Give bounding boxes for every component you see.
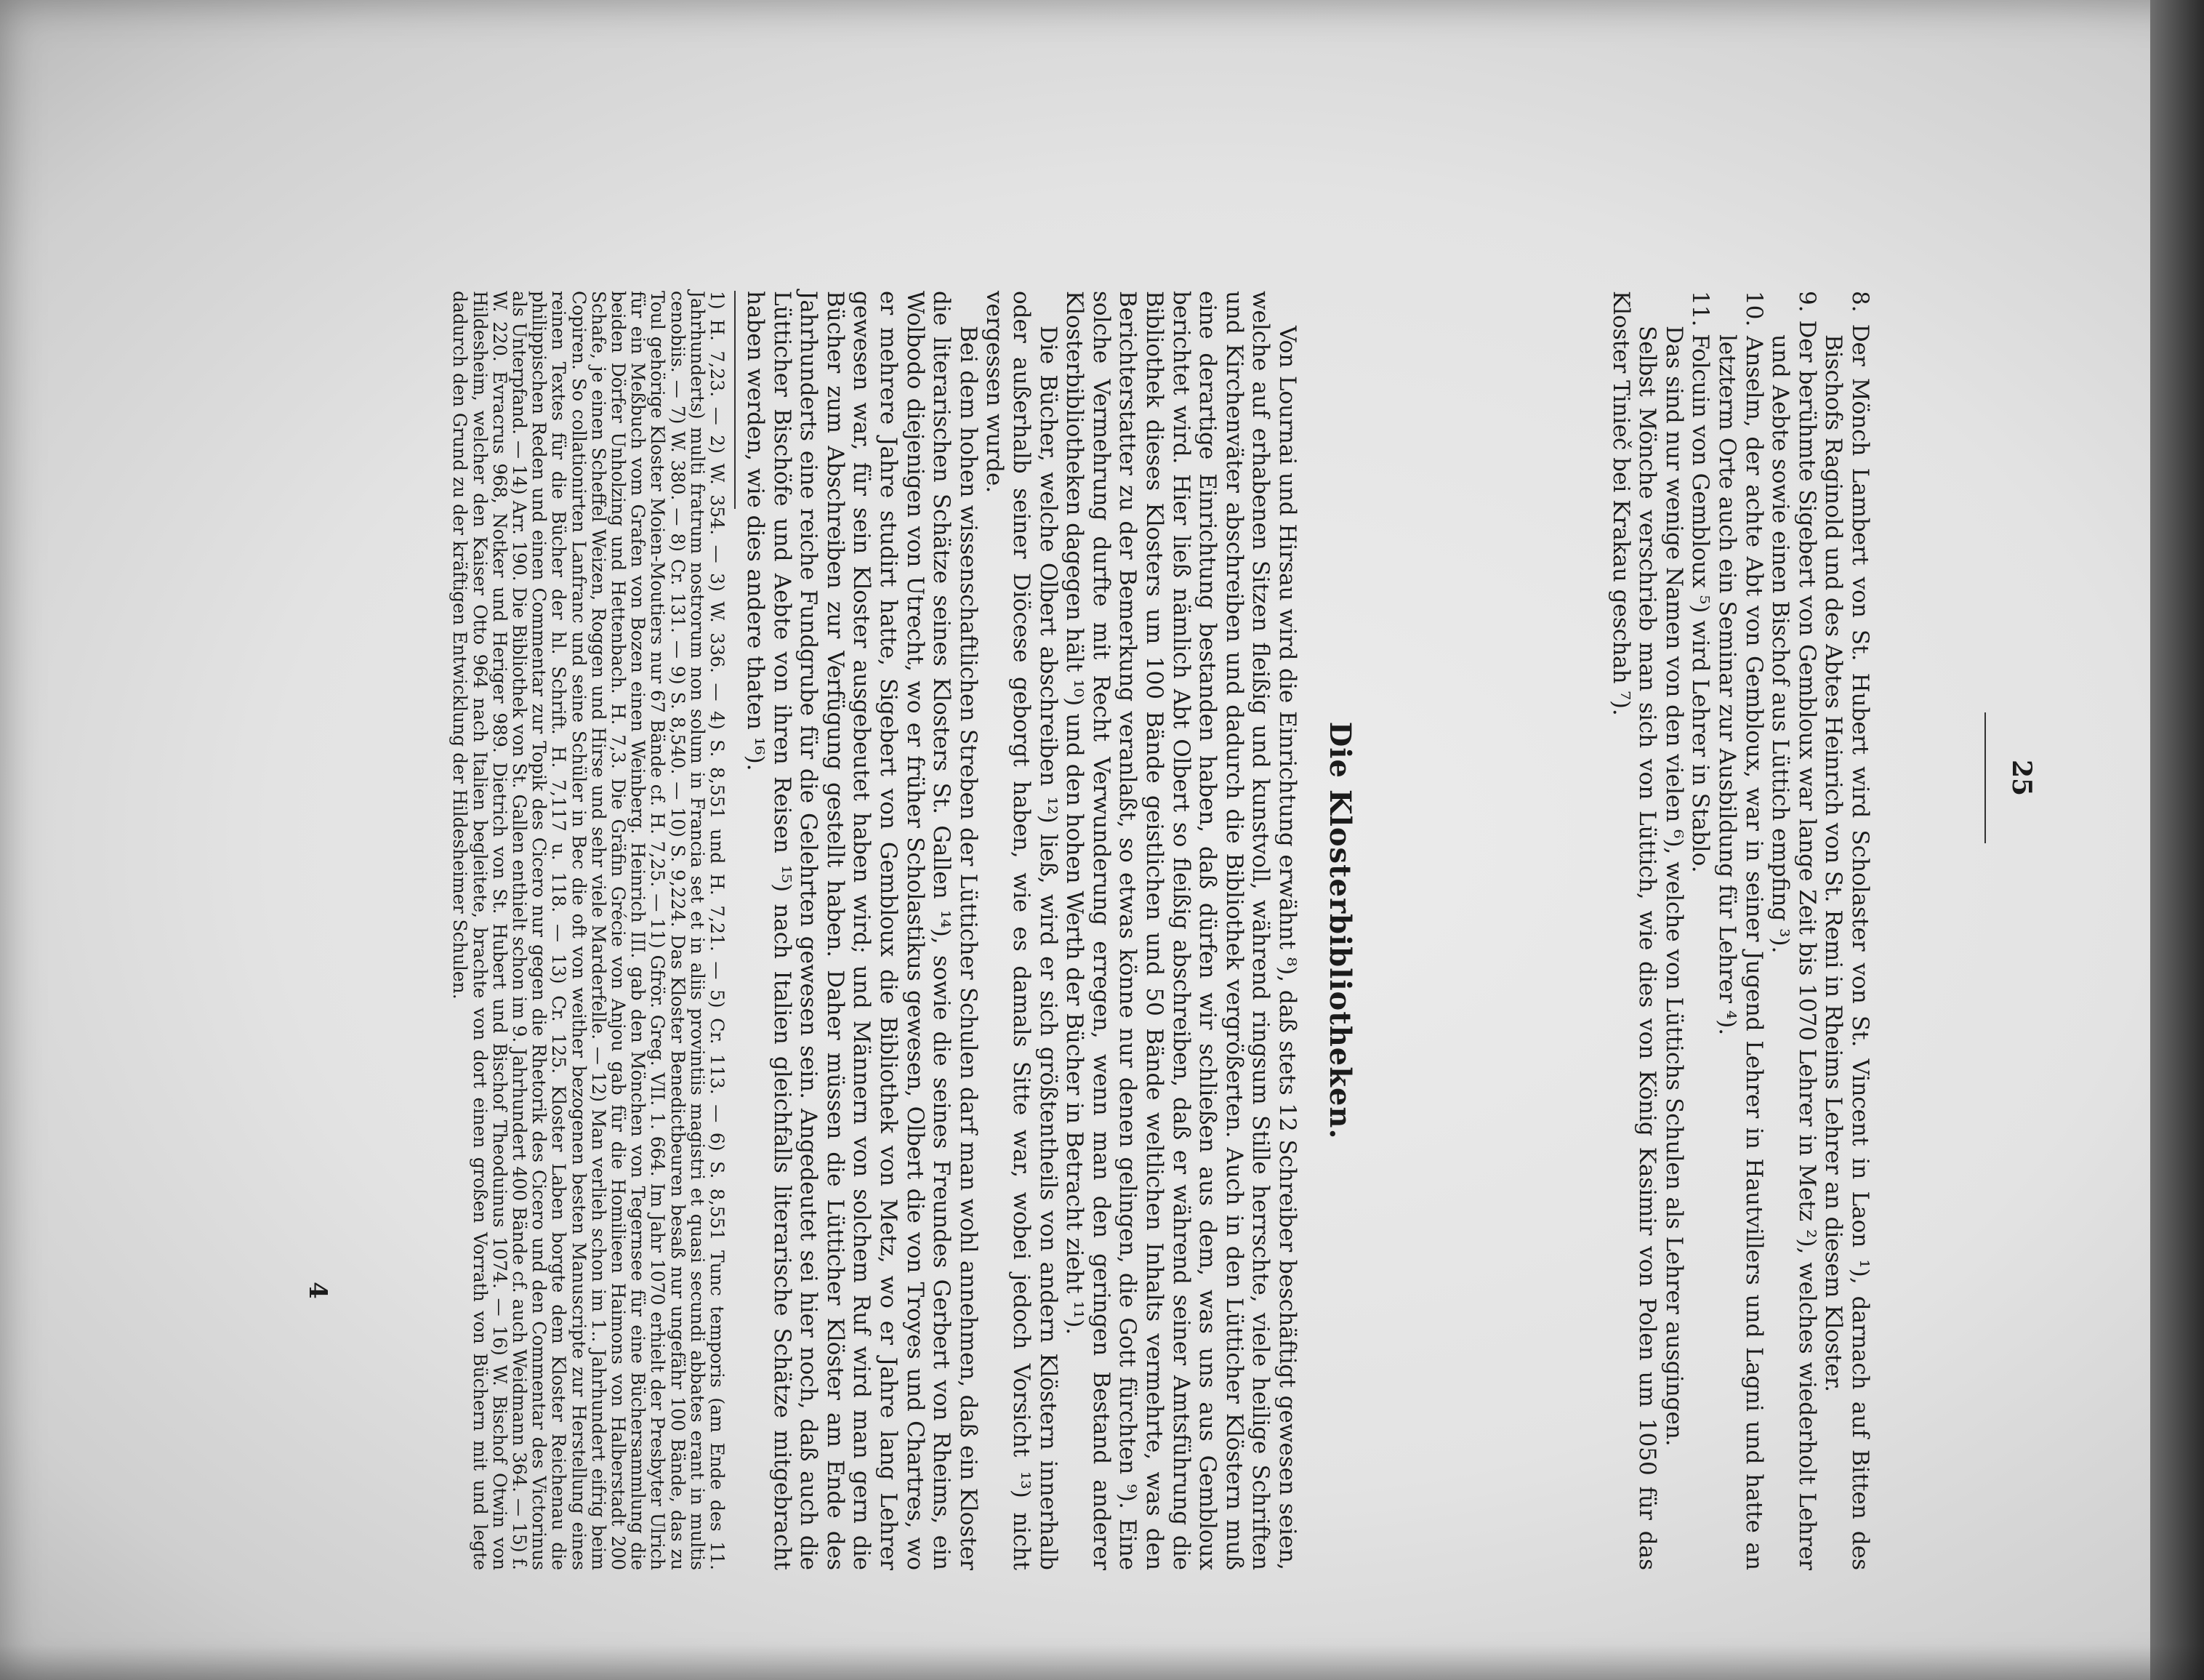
body-paragraph: Die Bücher, welche Olbert abschreiben ¹²) ließ, wird er sich größtentheils von andern Klöstern innerhalb oder außerhalb seiner Diöcese geborgt haben, wie es damals Sitte war, wobei jedoch Vorsicht ¹³) nicht vergessen wurde. — [981, 291, 1061, 1570]
footnote-rule — [734, 291, 736, 509]
page-number: 25 — [2006, 759, 2037, 797]
body-paragraph: Bei dem hohen wissenschaftlichen Streben der Lütticher Schulen darf man wohl annehmen, daß ein Kloster die literarischen Schätze seines Klosters St. Gallen ¹⁴), sowie die seines Freundes Gerbert von Rheims, ein Wolbodo diejenigen von Utrecht, wo er früher Scholastikus gewesen, Olbert die von Troyes und Chartres, wo er mehrere Jahre studirt hatte, Sigebert von Gembloux die Bibliothek von Metz, wo er Jahre lang Lehrer gewesen war, für sein Kloster ausgebeutet haben wird; und Männern von solchem Ruf wird man gern die Bücher zum Abschreiben zur Verfügung gestellt haben. Daher müssen die Lütticher Klöster am Ende des Jahrhunderts eine reiche Fundgrube für die Gelehrten gewesen sein. Angedeutet sei hier noch, daß auch die Lütticher Bischöfe und Aebte von ihren Reisen ¹⁵) nach Italien gleichfalls literarische Schätze mitgebracht haben werden, wie dies andere thaten ¹⁶). — [742, 291, 981, 1570]
signature-mark: 4 — [303, 1282, 332, 1299]
closing-paragraph: Selbst Mönche verschrieb man sich von Lüttich, wie dies von König Kasimir von Polen um 1050 für das Kloster Tinieč bei Krakau geschah ⁷). — [1607, 291, 1661, 1570]
list-item: 10. Anselm, der achte Abt von Gembloux, war in seiner Jugend Lehrer in Hautvillers und Lagni und hatte an letzterm Orte auch ein Seminar zur Ausbildung für Lehrer ⁴). — [1714, 291, 1767, 1570]
closing-paragraph: Das sind nur wenige Namen von den vielen ⁶), welche von Lüttichs Schulen als Lehrer ausgingen. — [1660, 326, 1687, 1447]
body-paragraph: Von Lournai und Hirsau wird die Einrichtung erwähnt ⁸), daß stets 12 Schreiber beschäftigt gewesen seien, welche auf erhabenen Sitzen fleißig und kunstvoll, während ringsum Stille herrschte, viele heilige Schriften und Kirchenväter abschreiben und dadurch die Bibliothek vergrößerten. Auch in den Lütticher Klöstern muß eine derartige Einrichtung bestanden haben, daß dürfen wir schließen aus dem, was uns aus Gembloux berichtet wird. Hier ließ nämlich Abt Olbert so fleißig abschreiben, daß er während seiner Amtsführung die Bibliothek dieses Klosters um 100 Bände geistlichen und 50 Bände weltlichen Inhalts vermehrte, was den Berichterstatter zu der Bemerkung veranlaßt, so etwas könne nur denen gelingen, die Gott fürchten ⁹). Eine solche Vermehrung durfte mit Recht Verwunderung erregen, wenn man den geringen Bestand anderer Klosterbibliotheken dagegen hält ¹⁰) und den hohen Werth der Bücher in Betracht zieht ¹¹). — [1061, 291, 1300, 1570]
section-heading: Die Klosterbibliotheken. — [1323, 721, 1357, 1140]
list-item: 8. Der Mönch Lambert von St. Hubert wird Scholaster von St. Vincent in Laon ¹), darnach auf Bitten des Bischofs Raginold und des Abtes Heinrich von St. Remi in Rheims Lehrer an diesem Kloster. — [1820, 291, 1873, 1570]
list-item: 9. Der berühmte Sigebert von Gembloux war lange Zeit bis 1070 Lehrer in Metz ²), welches wiederholt Lehrer und Aebte sowie einen Bischof aus Lüttich empfing ³). — [1767, 291, 1820, 1570]
numbered-list — [1607, 291, 1873, 1570]
footnotes — [450, 291, 727, 1570]
section-body — [742, 291, 1300, 1570]
header-rule — [1984, 712, 1986, 843]
footnote-block: 1) H. 7,23. — 2) W. 354. — 3) W. 336. — 4) S. 8,551 und H. 7,21. — 5) Cr. 113. — 6) S. 8,551 Tunc temporis (am Ende des 11. Jahrhunderts) multi fratrum nostrorum non solum in Francia set et in aliis provintiis magistri et quasi secundi abbates erant in multis cenobiis. — 7) W. 380. — 8) Cr. 131. — 9) S. 8,540. — 10) S. 9,224. Das Kloster Benedictbeuren besaß nur ungefähr 100 Bände, das zu Toul gehörige Kloster Moien-Moutiers nur 67 Bände cf. H. 7,25. — 11) Gfrör. Greg. VII. 1. 664. Im Jahr 1070 erhielt der Presbyter Ulrich für ein Meßbuch vom Grafen von Bozen einen Weinberg. Heinrich III. gab den Mönchen von Tegernsee für eine Büchersammlung die beiden Dörfer Unholzing und Hettenbach. H. 7,3. Die Gräfin Grécie von Anjou gab für die Homilieen Haimons von Halberstadt 200 Schafe, je einen Scheffel Weizen, Roggen und Hirse und sehr viele Marderfelle. — 12) Man verlieh schon im 1.. Jahrhundert eifrig beim Copiren. So collationirten Lanfranc und seine Schüler in Bec die oft von weither bezogenen besten Manuscripte zur Herstellung eines reinen Textes für die Bücher der hl. Schrift. H. 7,117 u. 118. — 13) Cr. 125. Kloster Laben borgte dem Kloster Reichenau die philippischen Reden und einen Commentar zur Topik des Cicero nur gegen die Rhetorik des Cicero und den Commentar des Victorinus als Unterpfand. — 14) Arr. 190. Die Bibliothek von St. Gallen enthielt schon im 9. Jahrhundert 400 Bände cf. auch Weidmann 364. — 15) f. W. 220. Evracrus 968, Notker und Heriger 989. Dietrich von St. Hubert und Bischof Theoduinus 1074. — 16) W. Bischof Otwin von Hildesheim, welcher den Kaiser Otto 964 nach Italien begleitete, brachte von dort einen großen Vorrath von Büchern mit und legte dadurch den Grund zu der kräftigen Entwicklung der Hildesheimer Schulen. — [449, 291, 728, 1570]
list-item: 11. Folcuin von Gembloux ⁵) wird Lehrer in Stablo. — [1687, 291, 1714, 873]
